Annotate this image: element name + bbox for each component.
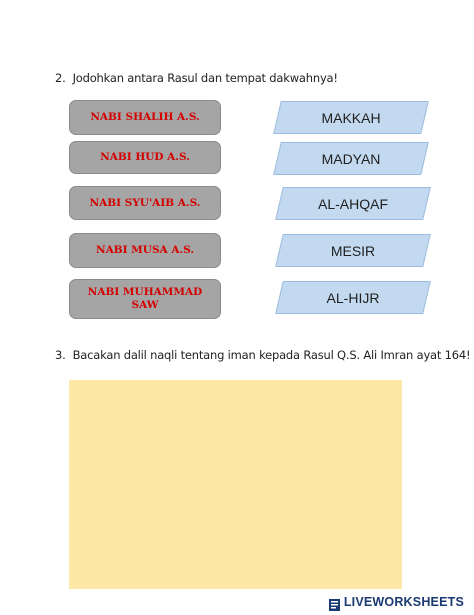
question-3-number: 3. [55, 348, 66, 362]
nabi-box-shalih[interactable] [69, 100, 221, 135]
nabi-label: NABI MUHAMMAD SAW [87, 286, 203, 311]
place-label: AL-HIJR [326, 289, 380, 306]
nabi-label: NABI HUD A.S. [100, 151, 190, 163]
place-label: MESIR [330, 242, 376, 259]
answer-area[interactable] [69, 380, 402, 589]
nabi-box-hud[interactable] [69, 141, 221, 174]
nabi-box-syuaib[interactable] [69, 186, 221, 220]
brand-text: LIVEWORKSHEETS [343, 595, 464, 609]
place-label: MADYAN [321, 150, 381, 167]
place-box-al-ahqaf[interactable] [279, 187, 427, 220]
nabi-label: NABI MUSA A.S. [95, 244, 195, 256]
place-box-makkah[interactable] [277, 101, 425, 134]
place-box-madyan[interactable] [277, 142, 425, 175]
nabi-label: NABI SHALIH A.S. [90, 111, 200, 123]
question-2 [55, 71, 338, 85]
nabi-label: NABI SYU'AIB A.S. [89, 196, 201, 209]
nabi-box-muhammad[interactable] [69, 279, 221, 319]
place-box-al-hijr[interactable] [279, 281, 427, 314]
place-label: AL-AHQAF [317, 195, 388, 212]
liveworksheets-logo-icon [329, 596, 342, 608]
question-2-number: 2. [55, 71, 66, 85]
question-2-text: Jodohkan antara Rasul dan tempat dakwahnya! [72, 71, 338, 85]
question-3-text: Bacakan dalil naqli tentang iman kepada Rasul Q.S. Ali Imran ayat 164! [72, 348, 471, 362]
footer-brand [329, 595, 464, 609]
question-3 [55, 348, 470, 362]
place-box-mesir[interactable] [279, 234, 427, 267]
nabi-box-musa[interactable] [69, 233, 221, 268]
place-label: MAKKAH [321, 109, 381, 126]
